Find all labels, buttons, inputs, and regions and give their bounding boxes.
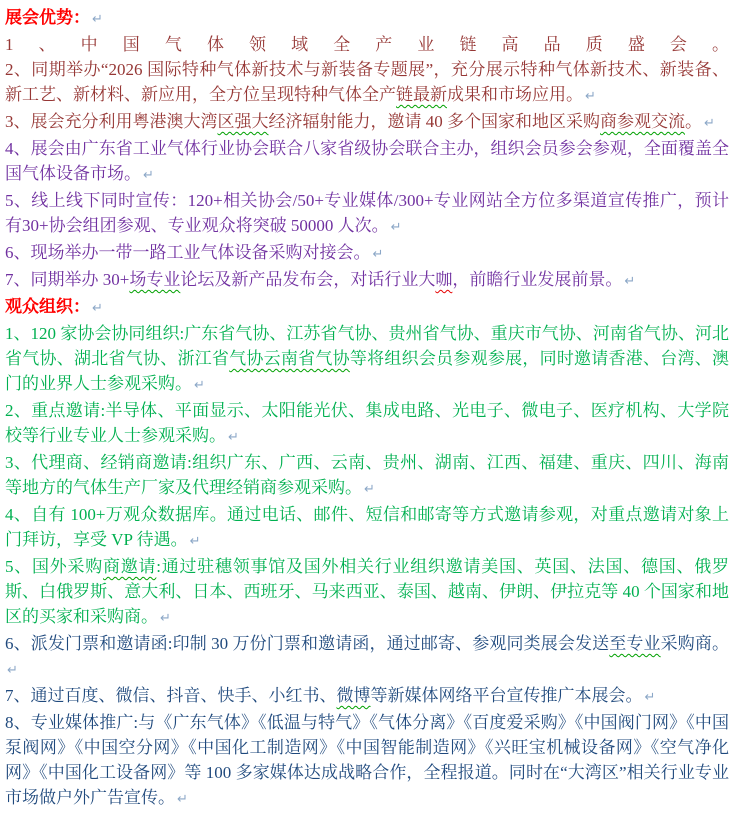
spellcheck-marked-text-run: 商邀请 bbox=[103, 557, 157, 576]
spellcheck-marked-text-run: 商参观交流 bbox=[600, 112, 685, 131]
text-run: 等将组织会员参观参展，同时邀请香港、台湾、澳门的业界人士参观采购。 bbox=[5, 349, 730, 393]
section-heading-text: 观众组织： bbox=[5, 297, 90, 316]
text-run: 4、自有 100+万观众数据库。通过电话、邮件、短信和邮寄等方式邀请参观，对重点邀请对象上门拜访，享受 VP 待遇。 bbox=[5, 505, 729, 549]
section-heading bbox=[5, 5, 729, 32]
paragraph bbox=[5, 631, 729, 683]
paragraph-mark-icon: ↵ bbox=[92, 12, 103, 27]
spellcheck-marked-text-run: 至专业 bbox=[609, 634, 661, 653]
section-heading-text: 展会优势： bbox=[5, 8, 90, 27]
spellcheck-marked-text-run: 气协云南省气协 bbox=[229, 349, 350, 368]
text-run: ，前瞻行业发展前景。 bbox=[452, 270, 623, 289]
paragraph-mark-icon: ↵ bbox=[585, 89, 596, 104]
document-page bbox=[5, 5, 729, 812]
paragraph bbox=[5, 57, 729, 109]
paragraph bbox=[5, 450, 729, 502]
spellcheck-marked-text-run: 区强大 bbox=[217, 112, 269, 131]
paragraph-mark-icon: ↵ bbox=[92, 301, 103, 316]
text-run: 论坛及新产品发布会，对话行业大 bbox=[180, 270, 436, 289]
paragraph bbox=[5, 321, 729, 398]
section-heading bbox=[5, 294, 729, 321]
spellcheck-marked-text-run: 咖 bbox=[435, 270, 453, 289]
spellcheck-marked-text-run: 链最新 bbox=[396, 85, 447, 104]
paragraph bbox=[5, 502, 729, 554]
paragraph bbox=[5, 267, 729, 294]
paragraph-mark-icon: ↵ bbox=[372, 247, 384, 262]
text-run: 5、线上线下同时宣传：120+相关协会/50+专业媒体/300+专业网站全方位多渠道宣传推广，预计有30+协会组团参观、专业观众将突破 50000 人次。 bbox=[5, 191, 729, 235]
paragraph bbox=[5, 32, 729, 57]
text-run: 1、中国气体领域全产业链高品质盛会。 bbox=[5, 35, 729, 54]
paragraph-mark-icon: ↵ bbox=[390, 220, 402, 235]
spellcheck-marked-text-run: 微博 bbox=[336, 686, 371, 705]
text-run: 8、专业媒体推广:与《广东气体》《低温与特气》《气体分离》《百度爱采购》《中国阀门网》《中国泵阀网》《中国空分网》《中国化工制造网》《中国智能制造网》《兴旺宝机械设备网》《空气净化网》《中国化工设备网》等 100 多家媒体达成战略合作，全程报道。同时在“大湾区”相关行业专业市场做户外广告宣传。 bbox=[5, 713, 729, 807]
text-run: 2、同期举办“2026 国际特种气体新技术与新装备专题展”，充分展示特种气体新技术、新装备、新工艺、新材料、新应用，全方位呈现特种气体全产 bbox=[5, 60, 729, 104]
paragraph bbox=[5, 240, 729, 267]
text-run: 7、通过百度、微信、抖音、快手、小红书、 bbox=[5, 686, 337, 705]
paragraph bbox=[5, 136, 729, 188]
paragraph-mark-icon: ↵ bbox=[644, 690, 656, 705]
text-run: 。 bbox=[685, 112, 702, 131]
paragraph-mark-icon: ↵ bbox=[7, 663, 18, 678]
text-run: 6、现场举办一带一路工业气体设备采购对接会。 bbox=[5, 243, 371, 262]
text-run: 等新媒体网络平台宣传推广本展会。 bbox=[370, 686, 643, 705]
paragraph bbox=[5, 188, 729, 240]
paragraph-mark-icon: ↵ bbox=[143, 168, 154, 183]
paragraph-mark-icon: ↵ bbox=[704, 116, 715, 131]
text-run: 2、重点邀请:半导体、平面显示、太阳能光伏、集成电路、光电子、微电子、医疗机构、大学院校等行业专业人士参观采购。 bbox=[5, 401, 729, 445]
paragraph bbox=[5, 710, 729, 812]
text-run: 3、展会充分利用粤港澳大湾 bbox=[5, 112, 218, 131]
text-run: :通过驻穗领事馆及国外相关行业组织邀请美国、英国、法国、德国、俄罗斯、白俄罗斯、意大利、日本、西班牙、马来西亚、泰国、越南、伊朗、伊拉克等 40 个国家和地区的买家和采购商。 bbox=[5, 557, 730, 626]
text-run: 1、120 家协会协同组织:广东省气协、江苏省气协、贵州省气协、重庆市气协、河南省气协、河北省气协、湖北省气协、浙江省 bbox=[5, 324, 729, 368]
paragraph-mark-icon: ↵ bbox=[624, 274, 636, 289]
spellcheck-marked-text-run: 场专业 bbox=[129, 270, 181, 289]
paragraph-mark-icon: ↵ bbox=[189, 534, 201, 549]
text-run: 采购商。 bbox=[660, 634, 730, 653]
paragraph bbox=[5, 554, 729, 631]
paragraph-mark-icon: ↵ bbox=[177, 792, 188, 807]
text-run: 5、国外采购 bbox=[5, 557, 104, 576]
paragraph-mark-icon: ↵ bbox=[228, 430, 239, 445]
paragraph-mark-icon: ↵ bbox=[194, 378, 205, 393]
text-run: 3、代理商、经销商邀请:组织广东、广西、云南、贵州、湖南、江西、福建、重庆、四川、海南等地方的气体生产厂家及代理经销商参观采购。 bbox=[5, 453, 729, 497]
paragraph-mark-icon: ↵ bbox=[160, 611, 171, 626]
paragraph bbox=[5, 398, 729, 450]
text-run: 6、派发门票和邀请函:印制 30 万份门票和邀请函，通过邮寄、参观同类展会发送 bbox=[5, 634, 610, 653]
text-run: 经济辐射能力，邀请 40 多个国家和地区采购 bbox=[268, 112, 600, 131]
text-run: 4、展会由广东省工业气体行业协会联合八家省级协会联合主办，组织会员参会参观，全面覆盖全国气体设备市场。 bbox=[5, 139, 729, 183]
paragraph bbox=[5, 109, 729, 136]
text-run: 7、同期举办 30+ bbox=[5, 270, 130, 289]
text-run: 成果和市场应用。 bbox=[447, 85, 583, 104]
paragraph bbox=[5, 683, 729, 710]
paragraph-mark-icon: ↵ bbox=[364, 482, 375, 497]
